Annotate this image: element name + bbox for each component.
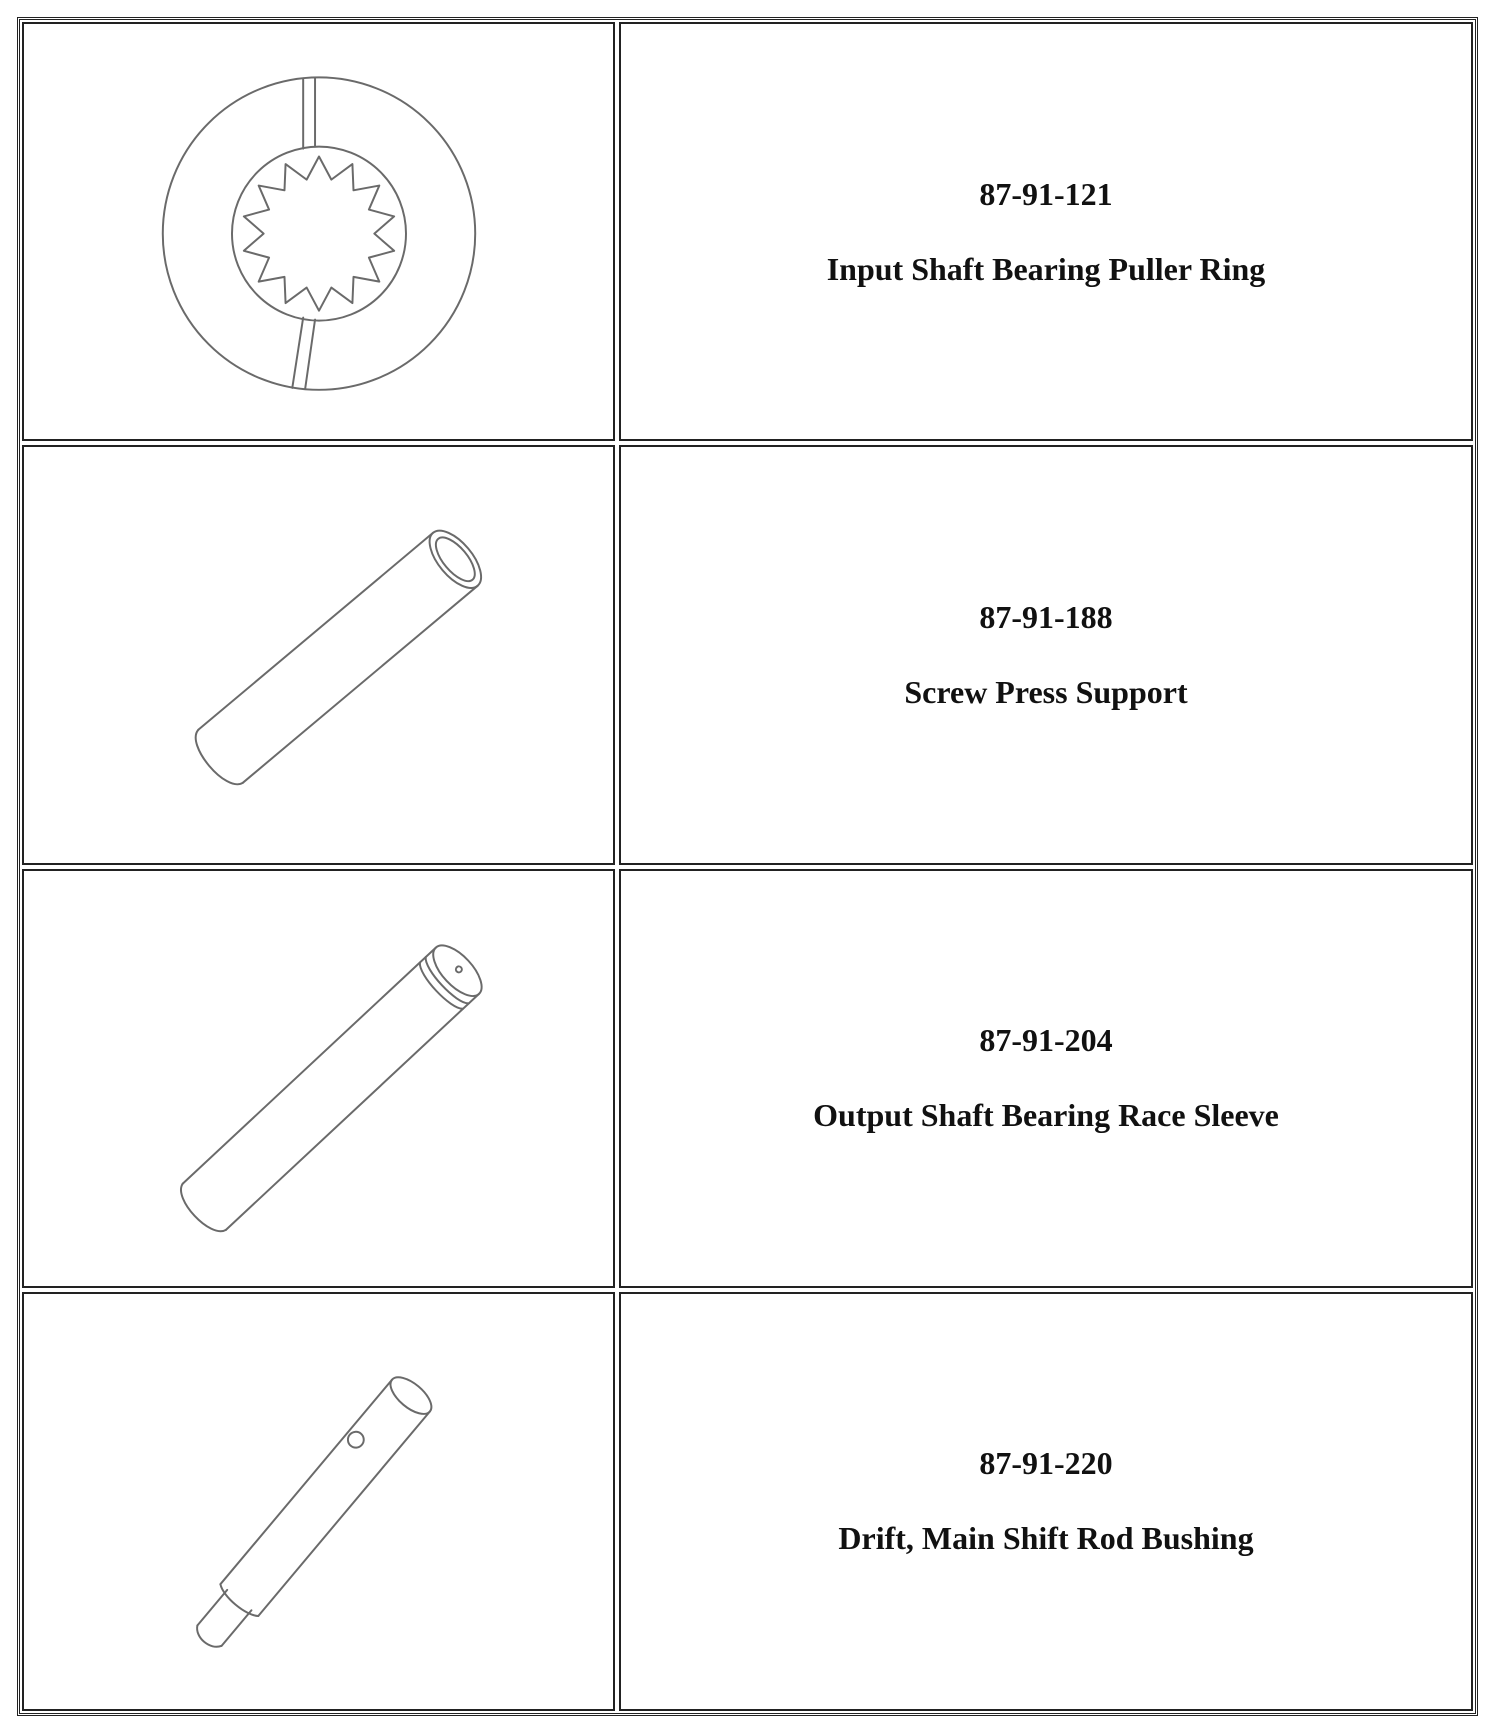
tool-info-cell [619, 869, 1473, 1288]
race-sleeve-icon [24, 871, 613, 1286]
tube-support-icon [24, 447, 613, 862]
part-name: Input Shaft Bearing Puller Ring [826, 250, 1266, 287]
part-number: 87-91-188 [979, 598, 1113, 635]
part-number: 87-91-220 [979, 1445, 1113, 1482]
tool-image-cell [22, 869, 615, 1288]
part-name: Output Shaft Bearing Race Sleeve [813, 1097, 1279, 1134]
puller-ring-icon [24, 24, 613, 439]
drift-icon [24, 1294, 613, 1709]
tool-image-cell [22, 22, 615, 441]
tool-table [17, 17, 1478, 1716]
part-number: 87-91-204 [979, 1022, 1113, 1059]
tool-image-cell [22, 445, 615, 864]
tool-info-cell [619, 1292, 1473, 1711]
tool-info-cell [619, 22, 1473, 441]
tool-image-cell [22, 1292, 615, 1711]
tool-info-cell [619, 445, 1473, 864]
part-name: Drift, Main Shift Rod Bushing [838, 1520, 1254, 1557]
part-name: Screw Press Support [904, 673, 1188, 710]
part-number: 87-91-121 [979, 175, 1113, 212]
